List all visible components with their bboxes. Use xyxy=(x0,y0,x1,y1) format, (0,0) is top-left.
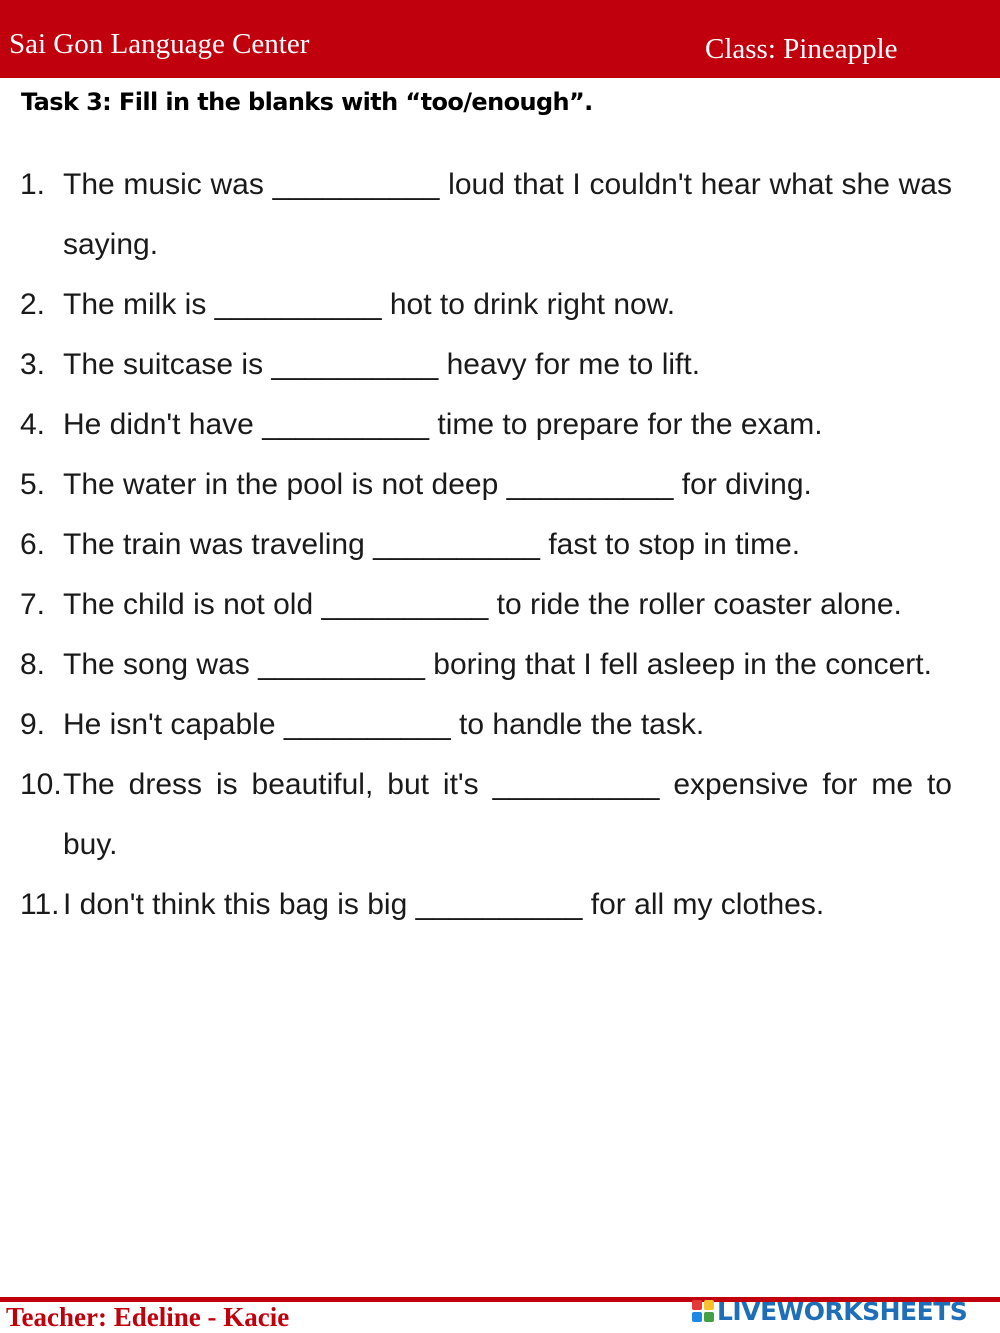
exercise-item xyxy=(20,335,952,395)
exercise-item xyxy=(20,575,952,635)
exercise-item xyxy=(20,755,952,875)
exercise-item xyxy=(20,875,952,935)
item-text: The child is not old __________ to ride the roller coaster alone. xyxy=(63,588,902,621)
class-name: Class: Pineapple xyxy=(705,33,898,65)
item-number: 5. xyxy=(20,468,46,501)
item-number: 2. xyxy=(20,288,46,321)
teacher-name: Teacher: Edeline - Kacie xyxy=(6,1302,290,1332)
item-number: 3. xyxy=(20,348,46,381)
exercise-item xyxy=(20,455,952,515)
item-text: The train was traveling __________ fast to stop in time. xyxy=(63,528,801,561)
item-number: 10. xyxy=(20,768,62,801)
item-text: I don't think this bag is big __________ for all my clothes. xyxy=(63,888,825,921)
task-title: Task 3: Fill in the blanks with “too/enough”. xyxy=(21,88,593,116)
item-text: The water in the pool is not deep __________ for diving. xyxy=(63,468,812,501)
exercise-item xyxy=(20,635,952,695)
exercise-item xyxy=(20,395,952,455)
exercise-item xyxy=(20,155,952,275)
item-number: 8. xyxy=(20,648,46,681)
item-number: 7. xyxy=(20,588,46,621)
brand-text: LIVEWORKSHEETS xyxy=(717,1296,968,1326)
item-text: He didn't have __________ time to prepare for the exam. xyxy=(63,408,823,441)
exercise-item xyxy=(20,515,952,575)
item-text: The song was __________ boring that I fell asleep in the concert. xyxy=(63,648,932,681)
item-number: 11. xyxy=(20,888,60,921)
liveworksheets-brand[interactable] xyxy=(691,1296,967,1326)
item-number: 1. xyxy=(20,168,46,201)
liveworksheets-logo-icon xyxy=(691,1298,715,1324)
header-bar xyxy=(0,0,1000,78)
exercise-list xyxy=(20,155,952,935)
item-number: 6. xyxy=(20,528,46,561)
item-text: The music was __________ loud that I couldn't hear what she was saying. xyxy=(63,168,952,261)
item-number: 9. xyxy=(20,708,46,741)
exercise-item xyxy=(20,275,952,335)
item-text: The milk is __________ hot to drink right now. xyxy=(63,288,676,321)
item-text: He isn't capable __________ to handle the task. xyxy=(63,708,705,741)
item-text: The suitcase is __________ heavy for me to lift. xyxy=(63,348,701,381)
item-text: The dress is beautiful, but it's __________ expensive for me to buy. xyxy=(63,768,952,861)
center-name: Sai Gon Language Center xyxy=(9,28,310,60)
exercise-item xyxy=(20,695,952,755)
item-number: 4. xyxy=(20,408,46,441)
